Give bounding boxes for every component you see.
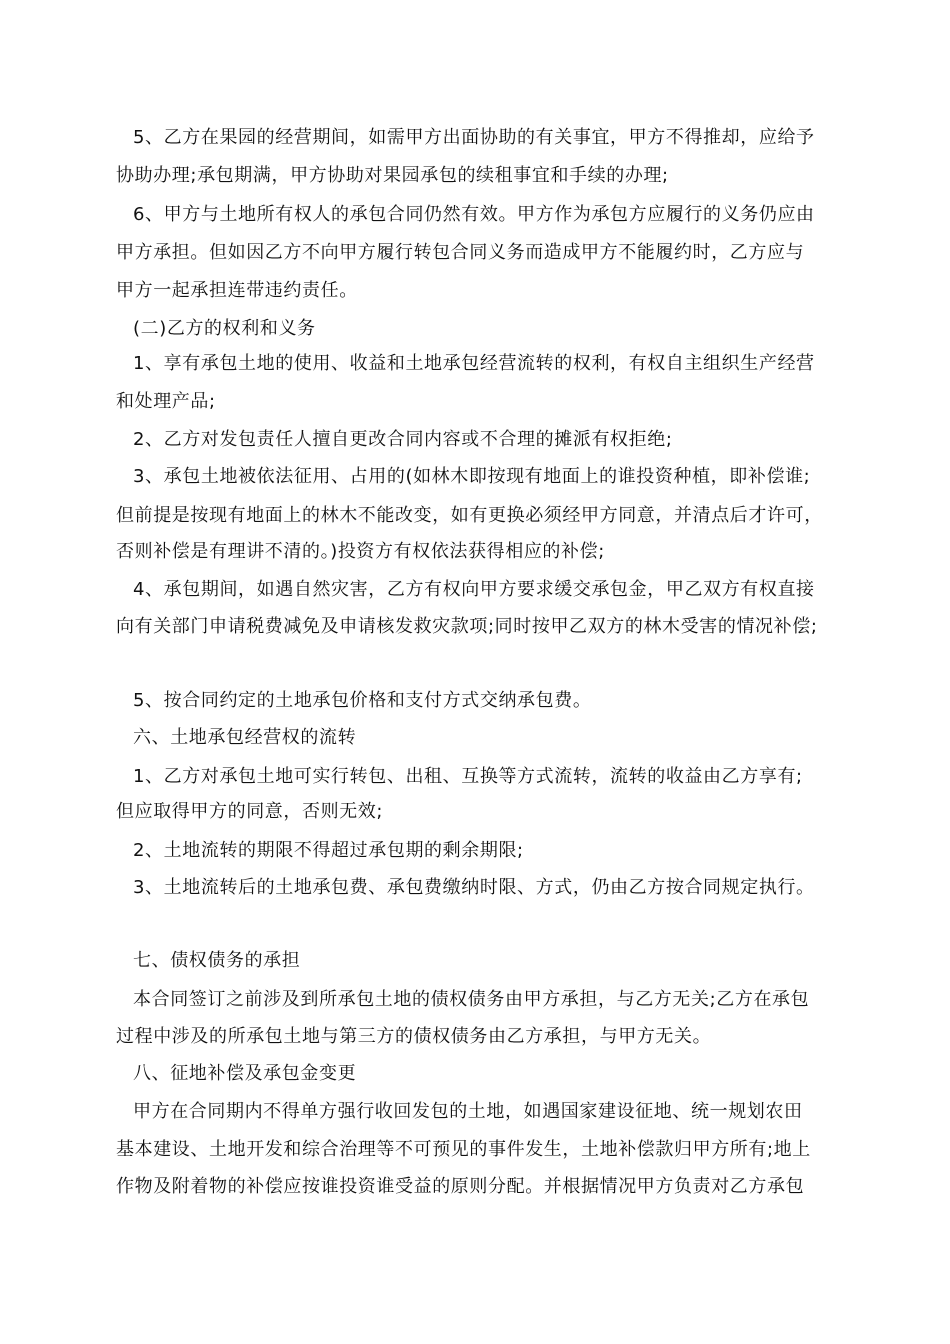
text-line: 2、土地流转的期限不得超过承包期的剩余期限; [133, 840, 524, 861]
text-line: 1、乙方对承包土地可实行转包、出租、互换等方式流转，流转的收益由乙方享有; [133, 766, 803, 787]
text-line: 否则补偿是有理讲不清的。)投资方有权依法获得相应的补偿; [116, 541, 605, 562]
text-line: 和处理产品; [116, 391, 216, 412]
text-line: 过程中涉及的所承包土地与第三方的债权债务由乙方承担，与甲方无关。 [116, 1026, 712, 1047]
text-line: 5、乙方在果园的经营期间，如需甲方出面协助的有关事宜，甲方不得推却，应给予 [133, 127, 815, 148]
text-line: 甲方承担。但如因乙方不向甲方履行转包合同义务而造成甲方不能履约时，乙方应与 [116, 242, 805, 263]
text-line: 向有关部门申请税费减免及申请核发救灾款项;同时按甲乙双方的林木受害的情况补偿; [116, 616, 818, 637]
text-line: 5、按合同约定的土地承包价格和支付方式交纳承包费。 [133, 690, 592, 711]
section-heading: 六、土地承包经营权的流转 [133, 727, 357, 748]
section-heading: (二)乙方的权利和义务 [133, 318, 316, 339]
text-line: 作物及附着物的补偿应按谁投资谁受益的原则分配。并根据情况甲方负责对乙方承包 [116, 1176, 805, 1197]
section-heading: 七、债权债务的承担 [133, 950, 301, 971]
text-line: 3、承包土地被依法征用、占用的(如林木即按现有地面上的谁投资种植，即补偿谁; [133, 466, 811, 487]
text-line: 3、土地流转后的土地承包费、承包费缴纳时限、方式，仍由乙方按合同规定执行。 [133, 877, 815, 898]
text-line: 2、乙方对发包责任人擅自更改合同内容或不合理的摊派有权拒绝; [133, 429, 673, 450]
text-line: 但前提是按现有地面上的林木不能改变，如有更换必须经甲方同意，并清点后才许可， [116, 505, 823, 526]
text-line: 但应取得甲方的同意，否则无效; [116, 801, 384, 822]
text-line: 甲方在合同期内不得单方强行收回发包的土地，如遇国家建设征地、统一规划农田 [133, 1101, 803, 1122]
text-line: 6、甲方与土地所有权人的承包合同仍然有效。甲方作为承包方应履行的义务仍应由 [133, 204, 815, 225]
text-line: 协助办理;承包期满，甲方协助对果园承包的续租事宜和手续的办理; [116, 165, 669, 186]
text-line: 1、享有承包土地的使用、收益和土地承包经营流转的权利，有权自主组织生产经营 [133, 353, 815, 374]
text-line: 甲方一起承担连带违约责任。 [116, 280, 358, 301]
text-line: 4、承包期间，如遇自然灾害，乙方有权向甲方要求缓交承包金，甲乙双方有权直接 [133, 579, 815, 600]
section-heading: 八、征地补偿及承包金变更 [133, 1063, 357, 1084]
text-line: 基本建设、土地开发和综合治理等不可预见的事件发生，土地补偿款归甲方所有;地上 [116, 1139, 811, 1160]
text-line: 本合同签订之前涉及到所承包土地的债权债务由甲方承担，与乙方无关;乙方在承包 [133, 989, 810, 1010]
